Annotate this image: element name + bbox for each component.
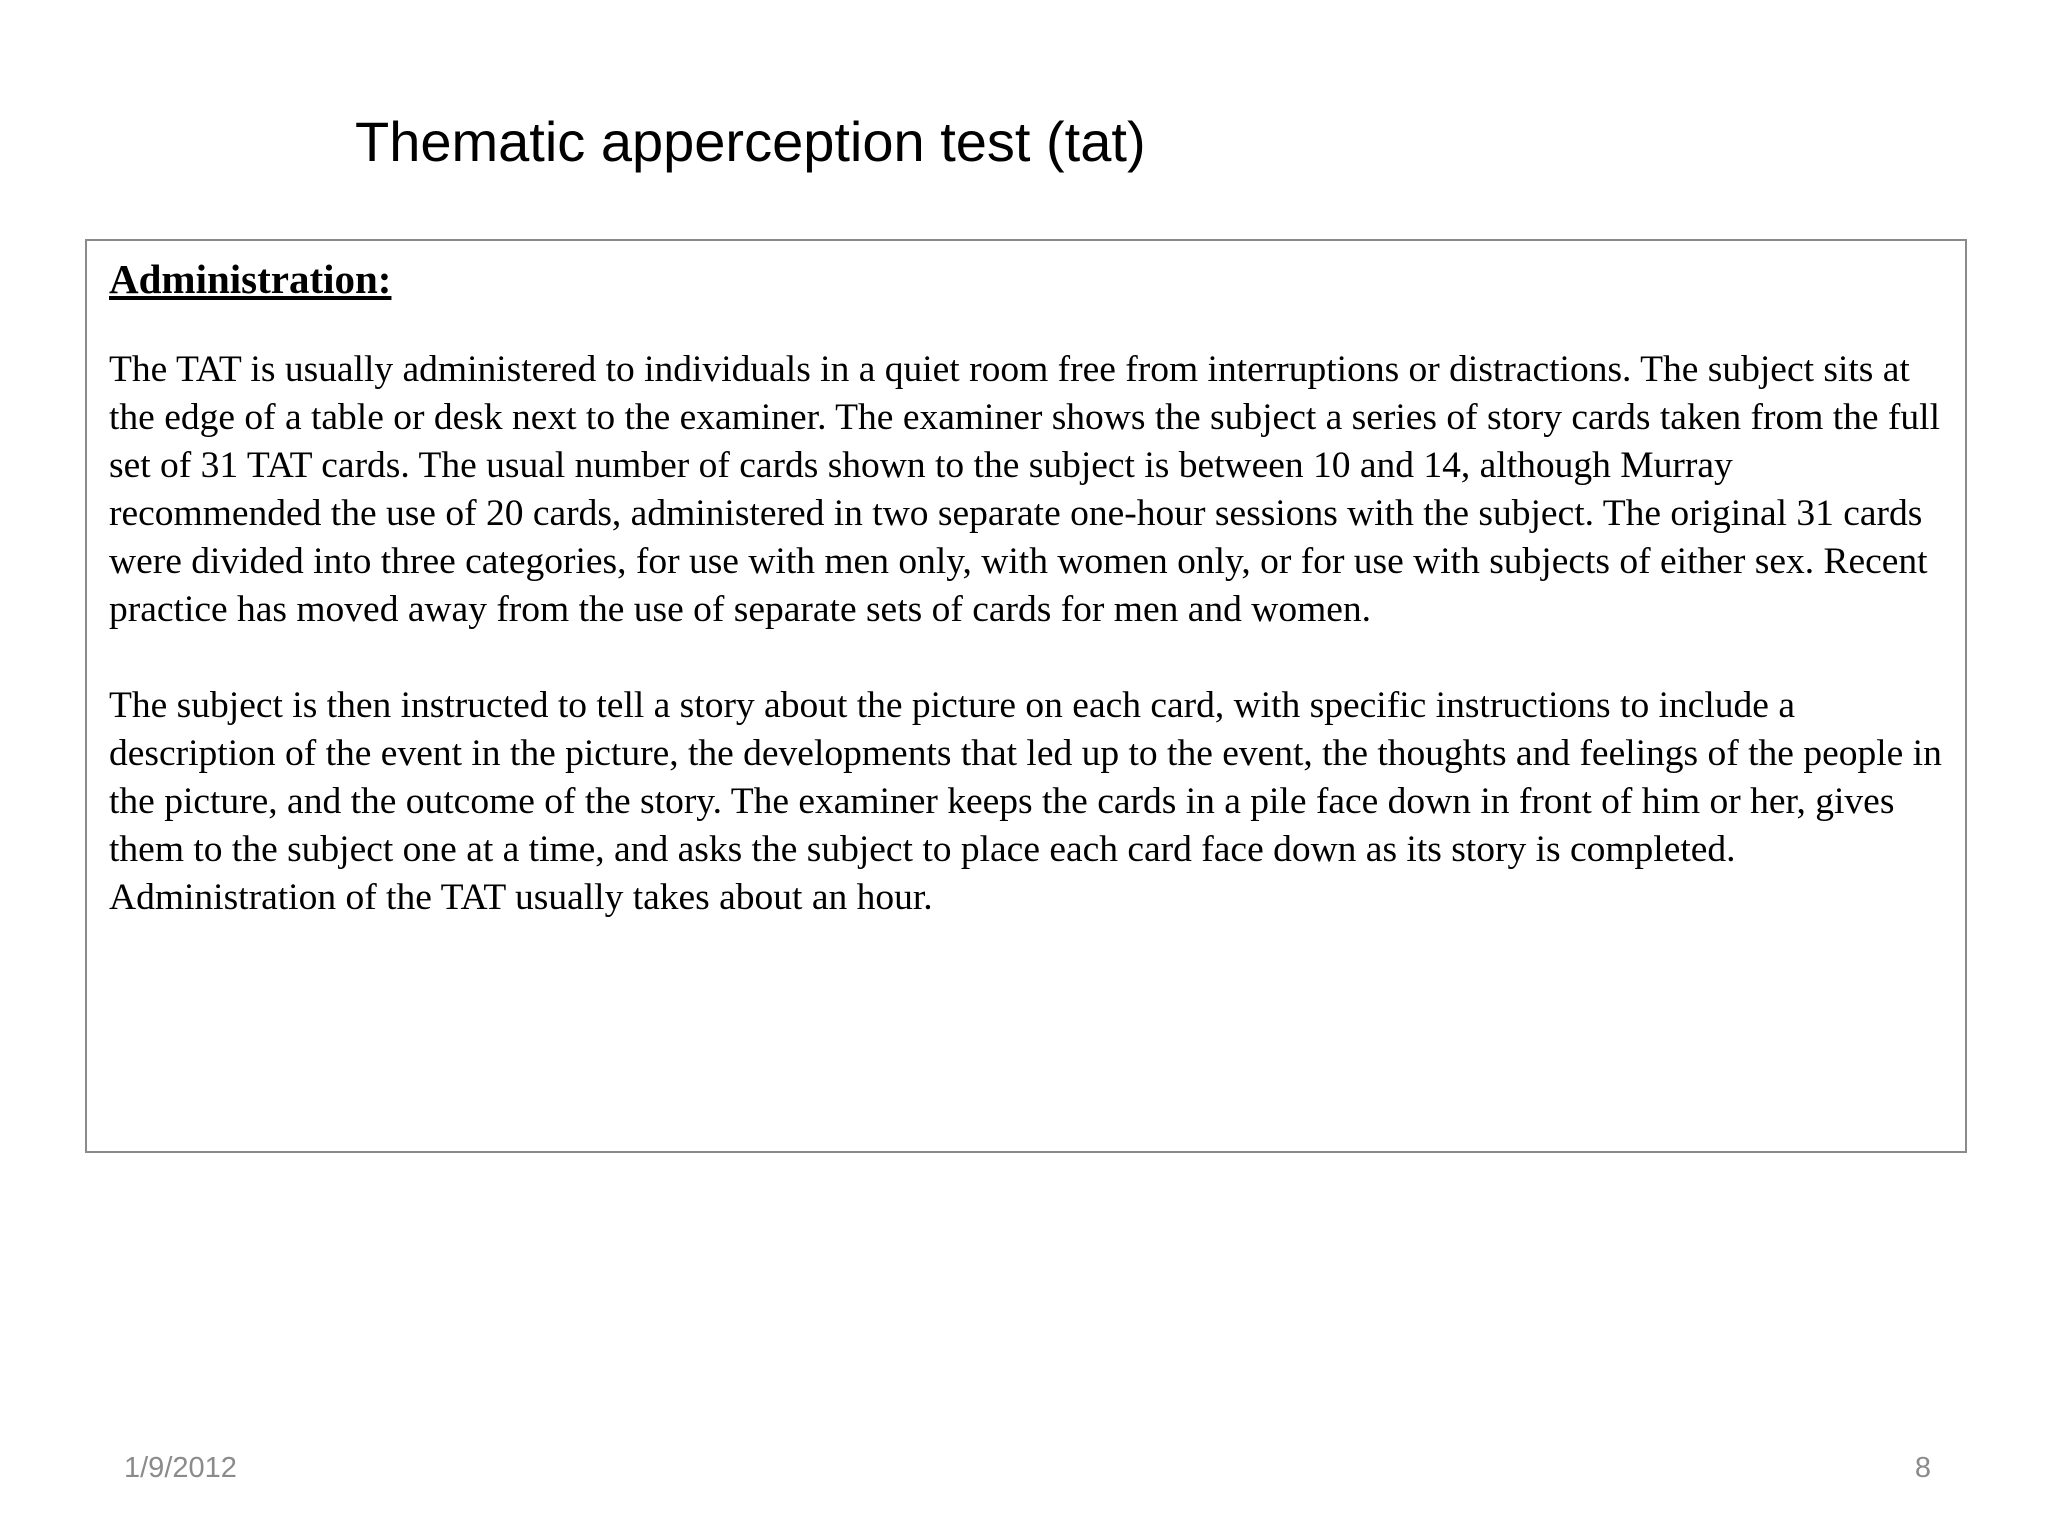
paragraph-administration-setup: The TAT is usually administered to individuals in a quiet room free from interruptions or distractions. The subject sits at the edge of a table or desk next to the examiner. The examiner shows the subject a series of story cards taken from the full set of 31 TAT cards. The usual number of cards shown to the subject is between 10 and 14, although Murray recommended the use of 20 cards, administered in two separate one-hour sessions with the subject. The original 31 cards were divided into three categories, for use with men only, with women only, or for use with subjects of either sex. Recent practice has moved away from the use of separate sets of cards for men and women. bbox=[109, 349, 1940, 631]
footer-date: 1/9/2012 bbox=[124, 1452, 237, 1484]
slide-title: Thematic apperception test (tat) bbox=[355, 110, 1146, 173]
footer-page-number: 8 bbox=[1914, 1452, 1931, 1484]
content-box bbox=[85, 239, 1967, 1153]
paragraph-story-instructions: The subject is then instructed to tell a story about the picture on each card, with specific instructions to include a description of the event in the picture, the developments that led up to the event, the thoughts and feelings of the people in the picture, and the outcome of the story. The examiner keeps the cards in a pile face down in front of him or her, gives them to the subject one at a time, and asks the subject to place each card face down as its story is completed. Administration of the TAT usually takes about an hour. bbox=[109, 685, 1942, 919]
section-heading: Administration: bbox=[109, 256, 392, 302]
